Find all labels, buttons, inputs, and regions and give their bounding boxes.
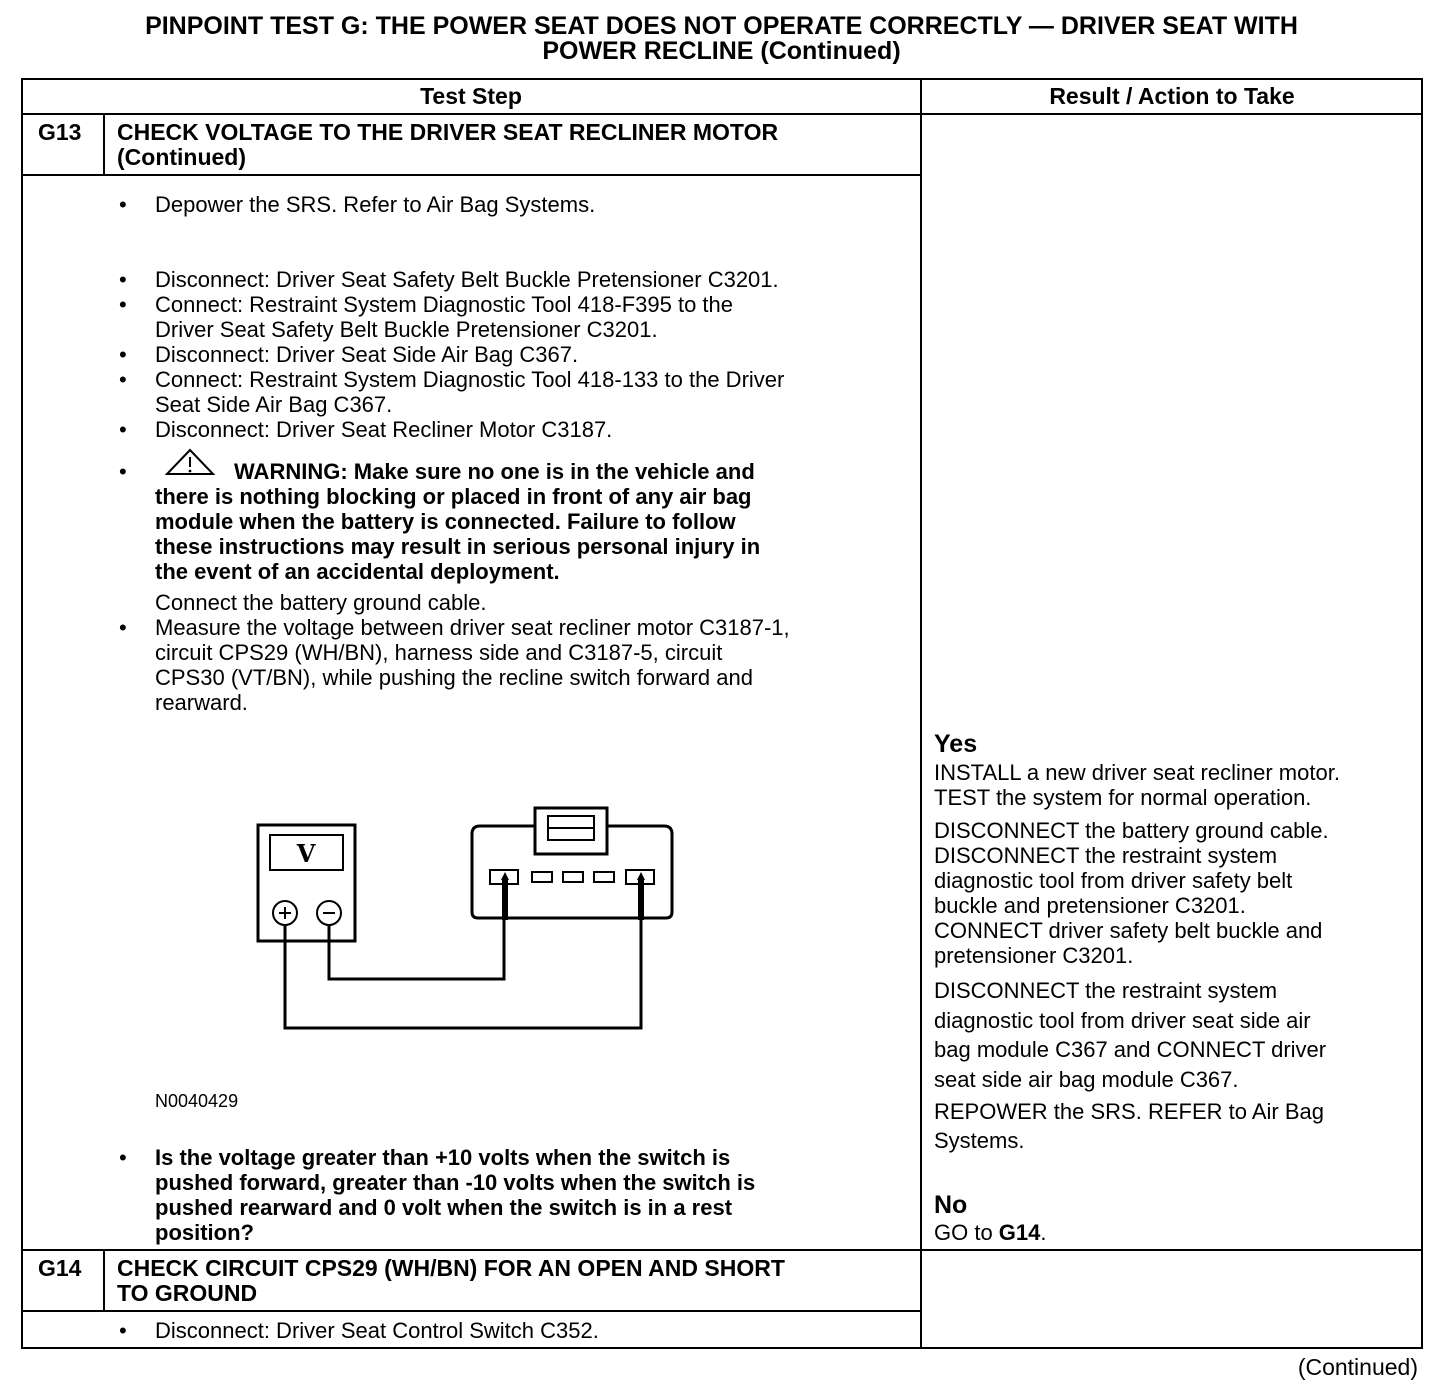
g13-title-line1: CHECK VOLTAGE TO THE DRIVER SEAT RECLINER MOTOR xyxy=(117,119,779,145)
g14-id-divider xyxy=(103,1249,105,1312)
page-title xyxy=(0,14,1443,64)
voltmeter-symbol: V xyxy=(296,839,316,868)
g14-top-rule xyxy=(21,1249,1423,1251)
question-line: position? xyxy=(155,1220,254,1245)
g13-step-title xyxy=(117,120,778,170)
connector-pin-3 xyxy=(563,872,583,882)
g13-step-id: G13 xyxy=(38,119,82,145)
connector-pin-2 xyxy=(532,872,552,882)
warning-line: module when the battery is connected. Failure to follow xyxy=(155,509,736,534)
probe-pin-5 xyxy=(638,880,644,920)
g14-step-id: G14 xyxy=(38,1255,82,1281)
yes-line: bag module C367 and CONNECT driver xyxy=(934,1037,1327,1062)
question-line: Is the voltage greater than +10 volts when the switch is xyxy=(155,1145,731,1170)
yes-line: INSTALL a new driver seat recliner motor. xyxy=(934,760,1340,785)
no-label: No xyxy=(934,1191,968,1219)
g13-title-line2: (Continued) xyxy=(117,144,247,170)
yes-line: DISCONNECT the restraint system xyxy=(934,978,1278,1003)
column-divider xyxy=(920,78,922,1349)
step-measure-voltage: • Measure the voltage between driver seat recliner motor C3187-1, circuit CPS29 (WH/BN), harness side and C3187-5, circuit CPS30 (VT/BN), while pushing the recline switch forward and rearward. xyxy=(119,615,790,715)
g13-title-rule xyxy=(21,174,921,176)
yes-line: Systems. xyxy=(934,1128,1025,1153)
step-disconnect-control-switch: • Disconnect: Driver Seat Control Switch C352. xyxy=(119,1318,599,1343)
step-text: rearward. xyxy=(155,690,248,715)
step-disconnect-recliner-motor: • Disconnect: Driver Seat Recliner Motor C3187. xyxy=(119,417,613,442)
header-result-action: Result / Action to Take xyxy=(1049,83,1295,109)
g14-step-title xyxy=(117,1256,785,1306)
yes-line: TEST the system for normal operation. xyxy=(934,785,1312,810)
step-text: CPS30 (VT/BN), while pushing the recline switch forward and xyxy=(155,665,753,690)
question-line: pushed forward, greater than -10 volts when the switch is xyxy=(155,1170,756,1195)
no-action-prefix: GO to xyxy=(934,1220,999,1245)
g13-id-divider xyxy=(103,113,105,176)
step-question: • Is the voltage greater than +10 volts when the switch is pushed forward, greater than -10 volts when the switch is pushed rearward and 0 volt when the switch is in a rest position? xyxy=(119,1145,756,1245)
warning-line: the event of an accidental deployment. xyxy=(155,559,560,584)
warning-line: these instructions may result in serious personal injury in xyxy=(155,534,761,559)
yes-line: REPOWER the SRS. REFER to Air Bag xyxy=(934,1099,1325,1124)
step-disconnect-pretensioner: • Disconnect: Driver Seat Safety Belt Buckle Pretensioner C3201. xyxy=(119,267,779,292)
step-connect-tool-133: • Connect: Restraint System Diagnostic Tool 418-133 to the Driver Seat Side Air Bag C367. xyxy=(119,367,785,417)
yes-label: Yes xyxy=(934,730,978,758)
yes-line: diagnostic tool from driver seat side air xyxy=(934,1007,1311,1033)
step-text: Disconnect: Driver Seat Control Switch C352. xyxy=(155,1318,599,1343)
header-rule xyxy=(21,113,1423,115)
step-depower-srs: • Depower the SRS. Refer to Air Bag Systems. xyxy=(119,192,596,217)
figure-code: N0040429 xyxy=(155,1091,239,1111)
step-text: Driver Seat Safety Belt Buckle Pretensioner C3201. xyxy=(155,317,658,342)
go-to-g14-link[interactable]: G14 xyxy=(998,1220,1041,1245)
voltmeter-diagram xyxy=(250,800,690,1050)
page-title-line2: POWER RECLINE (Continued) xyxy=(542,37,901,65)
yes-line: buckle and pretensioner C3201. xyxy=(934,893,1246,918)
question-line: pushed rearward and 0 volt when the switch is in a rest xyxy=(155,1195,733,1220)
step-text: Connect: Restraint System Diagnostic Tool 418-133 to the Driver xyxy=(155,367,785,392)
step-connect-tool-f395: • Connect: Restraint System Diagnostic Tool 418-F395 to the Driver Seat Safety Belt Buckle Pretensioner C3201. xyxy=(119,292,734,342)
g14-title-line1: CHECK CIRCUIT CPS29 (WH/BN) FOR AN OPEN AND SHORT xyxy=(117,1255,785,1281)
yes-actions-4 xyxy=(934,1097,1414,1155)
no-action-suffix: . xyxy=(1040,1220,1047,1245)
g14-title-line2: TO GROUND xyxy=(117,1280,258,1306)
yes-line: seat side air bag module C367. xyxy=(934,1066,1239,1092)
step-text: Disconnect: Driver Seat Side Air Bag C367. xyxy=(155,342,579,367)
warning-line: there is nothing blocking or placed in front of any air bag xyxy=(155,484,752,509)
warning-line: WARNING: Make sure no one is in the vehicle and xyxy=(234,459,755,484)
connector-pin-4 xyxy=(594,872,614,882)
yes-actions-1 xyxy=(934,760,1414,810)
step-text: Seat Side Air Bag C367. xyxy=(155,392,393,417)
step-disconnect-side-air-bag: • Disconnect: Driver Seat Side Air Bag C367. xyxy=(119,342,579,367)
no-action xyxy=(934,1220,1414,1245)
step-text: Depower the SRS. Refer to Air Bag Systems. xyxy=(155,192,596,217)
yes-line: DISCONNECT the battery ground cable. xyxy=(934,818,1329,843)
page-title-line1: PINPOINT TEST G: THE POWER SEAT DOES NOT OPERATE CORRECTLY — DRIVER SEAT WITH xyxy=(145,12,1298,40)
probe-pin-1 xyxy=(502,880,508,920)
yes-actions-2 xyxy=(934,818,1414,968)
step-text: Disconnect: Driver Seat Safety Belt Buckle Pretensioner C3201. xyxy=(155,267,779,292)
continued-label: (Continued) xyxy=(1297,1354,1418,1380)
header-test-step: Test Step xyxy=(420,83,522,109)
yes-actions-3 xyxy=(934,976,1414,1094)
yes-line: pretensioner C3201. xyxy=(934,943,1134,968)
step-text: Connect: Restraint System Diagnostic Tool 418-F395 to the xyxy=(155,292,734,317)
step-text: Measure the voltage between driver seat recliner motor C3187-1, xyxy=(155,615,790,640)
step-connect-battery: Connect the battery ground cable. xyxy=(155,590,487,615)
yes-line: DISCONNECT the restraint system xyxy=(934,843,1278,868)
warning-block: • WARNING: Make sure no one is in the vehicle and there is nothing blocking or placed in front of any air bag module when the battery is connected. Failure to follow these instructions may result in serious personal injury in the event of an accidental deployment. xyxy=(119,459,761,584)
yes-line: diagnostic tool from driver safety belt xyxy=(934,868,1293,893)
step-text: Disconnect: Driver Seat Recliner Motor C3187. xyxy=(155,417,613,442)
g14-title-rule xyxy=(21,1310,921,1312)
yes-line: CONNECT driver safety belt buckle and xyxy=(934,918,1323,943)
step-text: circuit CPS29 (WH/BN), harness side and C3187-5, circuit xyxy=(155,640,723,665)
